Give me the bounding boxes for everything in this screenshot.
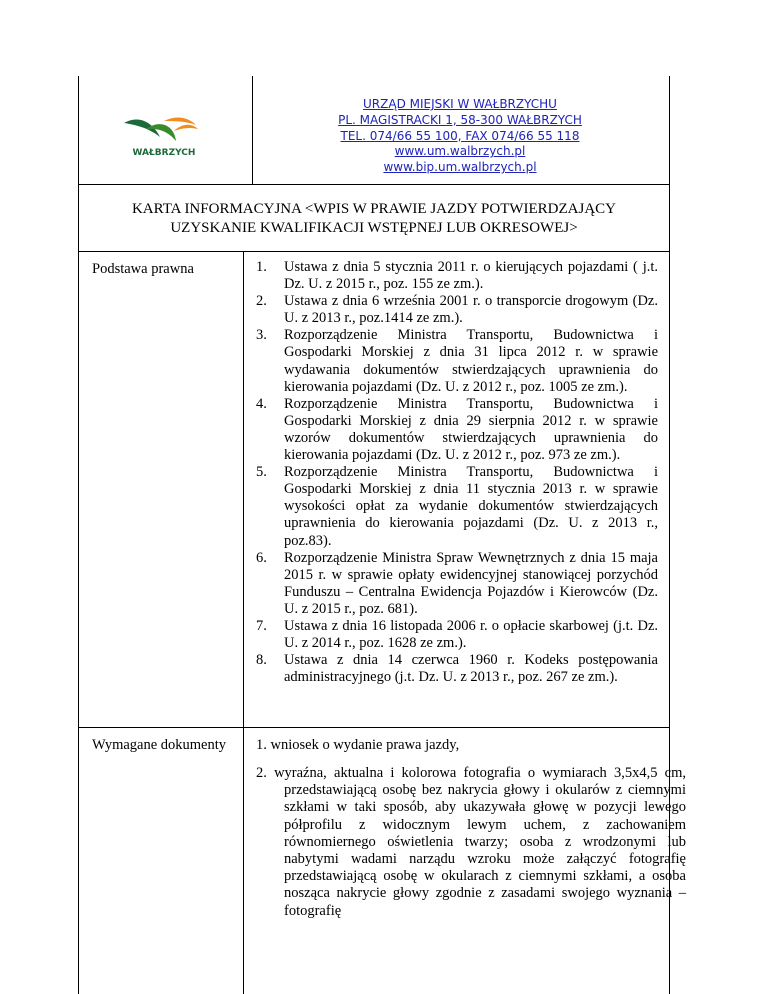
website-link[interactable]: www.um.walbrzych.pl xyxy=(394,144,526,159)
contact-block xyxy=(252,97,668,176)
phone-fax-link[interactable]: TEL. 074/66 55 100, FAX 074/66 55 118 xyxy=(340,128,580,143)
required-document-item-2: 2. wyraźna, aktualna i kolorowa fotografia o wymiarach 3,5x4,5 cm, przedstawiającą osobę bez nakrycia głowy i okularów z ciemnymi szkłami w taki sposób, aby ukazywała głowę w pozycji lewego półprofilu z widocznym lewym uchem, z zachowaniem równomiernego oświetlenia twarzy; osoba z wrodzonymi lub nabytymi wadami narządu wzroku może załączyć fotografię przedstawiającą osobę w okularach z ciemnymi szkłami, a osoba nosząca nakrycie głowy zgodnie z zasadami swojego wyznania – fotografię xyxy=(256,765,686,919)
list-item: 5. Rozporządzenie Ministra Transportu, Budownictwa i Gospodarki Morskiej z dnia 11 stycznia 2013 r. w sprawie wysokości opłat za wydanie dokumentów stwierdzających uprawnienia do kierowania pojazdami (Dz. U. z 2013 r., poz.83). xyxy=(256,464,658,549)
logo-leaf-orange-2 xyxy=(174,125,198,131)
walbrzych-logo-icon xyxy=(116,111,212,163)
required-document-item-1: 1. wniosek o wydanie prawa jazdy, xyxy=(256,737,460,753)
list-item: 7. Ustawa z dnia 16 listopada 2006 r. o opłacie skarbowej (j.t. Dz. U. z 2014 r., poz. 1628 ze zm.). xyxy=(256,617,658,652)
document-title xyxy=(79,200,669,238)
header-bottom-rule xyxy=(78,184,670,185)
legal-basis-list xyxy=(256,259,658,686)
title-line-2: UZYSKANIE KWALIFIKACJI WSTĘPNEJ LUB OKRESOWEJ> xyxy=(170,220,578,236)
legal-basis-label: Podstawa prawna xyxy=(92,261,194,277)
title-bottom-rule xyxy=(78,251,670,252)
bip-website-link[interactable]: www.bip.um.walbrzych.pl xyxy=(383,160,537,175)
body-column-divider xyxy=(243,251,244,994)
required-documents-label: Wymagane dokumenty xyxy=(92,737,227,753)
logo-leaf-orange-1 xyxy=(164,118,196,125)
list-item: 3. Rozporządzenie Ministra Transportu, Budownictwa i Gospodarki Morskiej z dnia 31 lipca 2012 r. w sprawie wydawania dokumentów stwierdzających uprawnienia do kierowania pojazdami (Dz. U. z 2012 r., poz. 1005 ze zm.). xyxy=(256,327,658,395)
row-divider xyxy=(78,727,670,728)
title-line-1: KARTA INFORMACYJNA <WPIS W PRAWIE JAZDY POTWIERDZAJĄCY xyxy=(131,201,617,217)
office-name-link[interactable]: URZĄD MIEJSKI W WAŁBRZYCHU xyxy=(363,97,557,111)
address-link[interactable]: PL. MAGISTRACKI 1, 58-300 WAŁBRZYCH xyxy=(338,112,582,127)
list-item: 1. Ustawa z dnia 5 stycznia 2011 r. o kierujących pojazdami ( j.t. Dz. U. z 2015 r., poz. 155 ze zm.). xyxy=(256,259,658,293)
list-item: 6. Rozporządzenie Ministra Spraw Wewnętrznych z dnia 15 maja 2015 r. w sprawie opłaty ewidencyjnej stanowiącej porzychód Funduszu – Centralna Ewidencja Pojazdów i Kierowców (Dz. U. z 2015 r., poz. 681). xyxy=(256,549,658,617)
logo-text: WAŁBRZYCH xyxy=(132,148,196,158)
list-item: 4. Rozporządzenie Ministra Transportu, Budownictwa i Gospodarki Morskiej z dnia 29 sierpnia 2012 r. w sprawie wzorów dokumentów stwierdzających uprawnienia do kierowania pojazdami (Dz. U. z 2012 r., poz. 973 ze zm.). xyxy=(256,395,658,464)
list-item: 2. Ustawa z dnia 6 września 2001 r. o transporcie drogowym (Dz. U. z 2013 r., poz.1414 ze zm.). xyxy=(256,293,658,327)
logo-leaf-green xyxy=(146,124,176,141)
city-logo xyxy=(116,111,212,163)
list-item: 8. Ustawa z dnia 14 czerwca 1960 r. Kodeks postępowania administracyjnego (j.t. Dz. U. z 2013 r., poz. 267 ze zm.). xyxy=(256,652,658,686)
